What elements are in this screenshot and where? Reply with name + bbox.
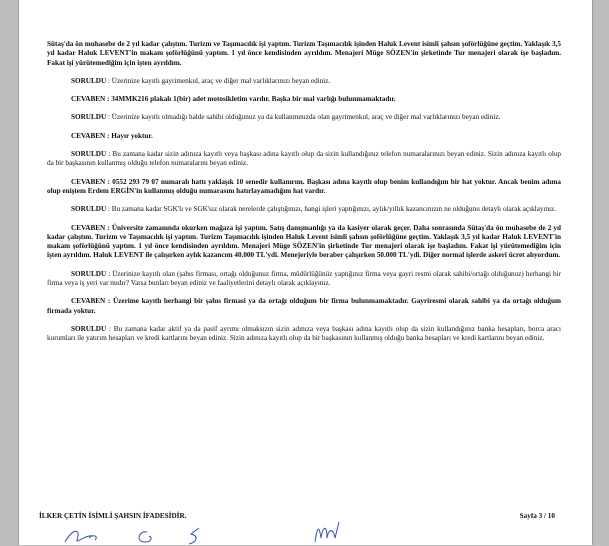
question-paragraph	[47, 325, 561, 344]
qa-list	[47, 77, 561, 344]
question-text: : Üzerinize kayıtlı gayrimenkul, araç ve diğer mal varlıklarınızı beyan ediniz.	[107, 76, 331, 85]
question-paragraph	[47, 150, 561, 169]
signature-stroke-3	[139, 532, 151, 542]
question-text: : Üzerinize kayıtlı olan (şahıs firması, ortağı olduğunuz firma, müdürlüğünüz yaptığınız firma veya gayri resmi olarak sahibi/ortağı olduğunuz) herhangi bir firma veya iş yeri var mıdır? Varsa bunları beyan ediniz ve faaliyetlerini detaylı olarak açıklayınız.	[47, 269, 561, 288]
answer-text: : Üzerime kayıtlı herhangi bir şahıs firmasi ya da ortağı olduğum bir firma bulunmamaktadır. Gayriresmi olarak sahibi ya da ortağı olduğum firmada yoktur.	[47, 297, 561, 315]
answer-label: CEVABEN	[71, 297, 106, 306]
document-page	[18, 0, 593, 545]
answer-paragraph	[47, 297, 561, 316]
signature-stroke-4	[189, 528, 199, 544]
question-paragraph	[47, 270, 561, 289]
signature-stroke-2	[89, 536, 96, 540]
footer-statement-owner: İLKER ÇETİN İSİMLİ ŞAHSIN İFADESİDİR.	[39, 512, 187, 520]
statement-body	[47, 40, 561, 353]
signature-stroke-1	[65, 531, 93, 542]
signature-marks-left	[59, 522, 219, 546]
question-paragraph	[47, 113, 561, 122]
answer-paragraph	[47, 224, 561, 261]
question-label: SORULDU	[71, 269, 107, 278]
question-label: SORULDU	[71, 324, 107, 333]
signature-mark-right	[309, 518, 359, 545]
answer-text: : 34MMK216 plakalı 1(bir) adet motosikletim vardır. Başka bir mal varlığı bulunmamaktadır.	[107, 95, 396, 104]
question-text: : Üzerinize kayıtlı olmadığı halde sahibi olduğunuz ya da kullanmınızda olan gayrimenkul, araç ve diğer mal varlıklarınızı beyan ediniz.	[107, 113, 501, 122]
question-text: : Bu zamana kadar aktif ya da pasif ayrımı olmaksızın sizin adınıza veya başkası adına kayıtlı olup da sizin kullandığınız banka hesapları, borca aracı kurumları ile yatırım hesapları ve kredi kartlarını beyan ediniz. Sizin adınıza kayıtlı olup da bir başkasının kullanmış olduğu banka hesapları ve kredi kartlarını beyan ediniz.	[47, 324, 561, 343]
signature-stroke-6	[335, 522, 339, 538]
question-label: SORULDU	[71, 205, 107, 214]
answer-label: CEVABEN	[71, 223, 106, 232]
answer-label: CEVABEN	[71, 95, 106, 104]
page-number: Sayfa 3 / 10	[519, 512, 555, 520]
answer-text: : 0552 293 79 07 numaralı hattı yaklaşık 10 senedir kullanırım. Başkası adına kayıtlı olup benim kullandığım bir hat yoktur. Ancak benim adıma olup eniştem Erdem ERGİN'in kullanmış olduğu numarasını hatırlayamadığım hat vardır.	[47, 177, 562, 195]
signature-stroke-5	[315, 528, 335, 542]
answer-label: CEVABEN	[71, 177, 106, 186]
question-text: : Bu zamana kadar sizin adınıza kayıtlı veya başkası adına kayıtlı olup da sizin kullandığınız telefon numaralarınızı beyan ediniz. Sizin adınıza kayıtlı olup da bir başkasının kullanmış olduğu telefon numaralarını beyan ediniz.	[47, 150, 561, 168]
question-text: : Bu zamana kadar SGK'lı ve SGK'sız olarak nerelerde çalıştığınızı, hangi işleri yaptığınızı, aylık/yıllık kazancınızın ne olduğunu detaylı olarak açıklayınız.	[107, 205, 557, 214]
answer-paragraph	[47, 178, 561, 197]
question-paragraph	[47, 205, 561, 214]
answer-text: : Üniversite zamanında okurken mağaza işi yaptım. Satış danışmanlığı ya da kasiyer olarak geçer. Daha sonrasında Sütaş'da ön muhasebe de 2 yıl kadar çalıştım. Turizm ve Taşımacılık işi yaptım. Turizm Taşımacılık işinden Haluk Levent isimli şahsın şoförlüğüne geçtim. Yaklaşık 3,5 yıl kadar Haluk LEVENT'in makam şoförlüğünü yaptım. 1 yıl önce kendisinden ayrıldım. Menajeri Müge SÖZEN'in şirketinde Tur menajeri olarak işe başladım. Fakat işi yürütemediğim için işten ayrıldım. Haluk LEVENT ile çalışırken aylık kazancım 40.000 TL'ydi. Menejeriyle beraber çalışırken 50.000 TL'ydi. Diğer normal işlerde askeri ücret alıyordum.	[47, 223, 562, 260]
answer-paragraph	[47, 95, 561, 104]
question-label: SORULDU	[71, 113, 107, 122]
question-label: SORULDU	[71, 76, 107, 85]
answer-paragraph	[47, 132, 561, 141]
answer-label: CEVABEN	[71, 131, 106, 140]
question-paragraph	[47, 77, 561, 86]
question-label: SORULDU	[71, 150, 107, 159]
answer-text: : Hayır yoktur.	[107, 131, 153, 140]
continued-paragraph: Sütaş'da ön muhasebe de 2 yıl kadar çalıştım. Turizm ve Taşımacılık işi yaptım. Turizm Taşımacılık işinden Haluk Levent isimli şahsın şoförlüğüne geçtim. Yaklaşık 3,5 yıl kadar Haluk LEVENT'in makam şoförlüğünü yaptım. 1 yıl önce kendisinden ayrıldım. Menajeri Müge SÖZEN'in şirketinde Tur menajeri olarak işe başladım. Fakat işi yürütemediğim için işten ayrıldım.	[47, 40, 561, 67]
